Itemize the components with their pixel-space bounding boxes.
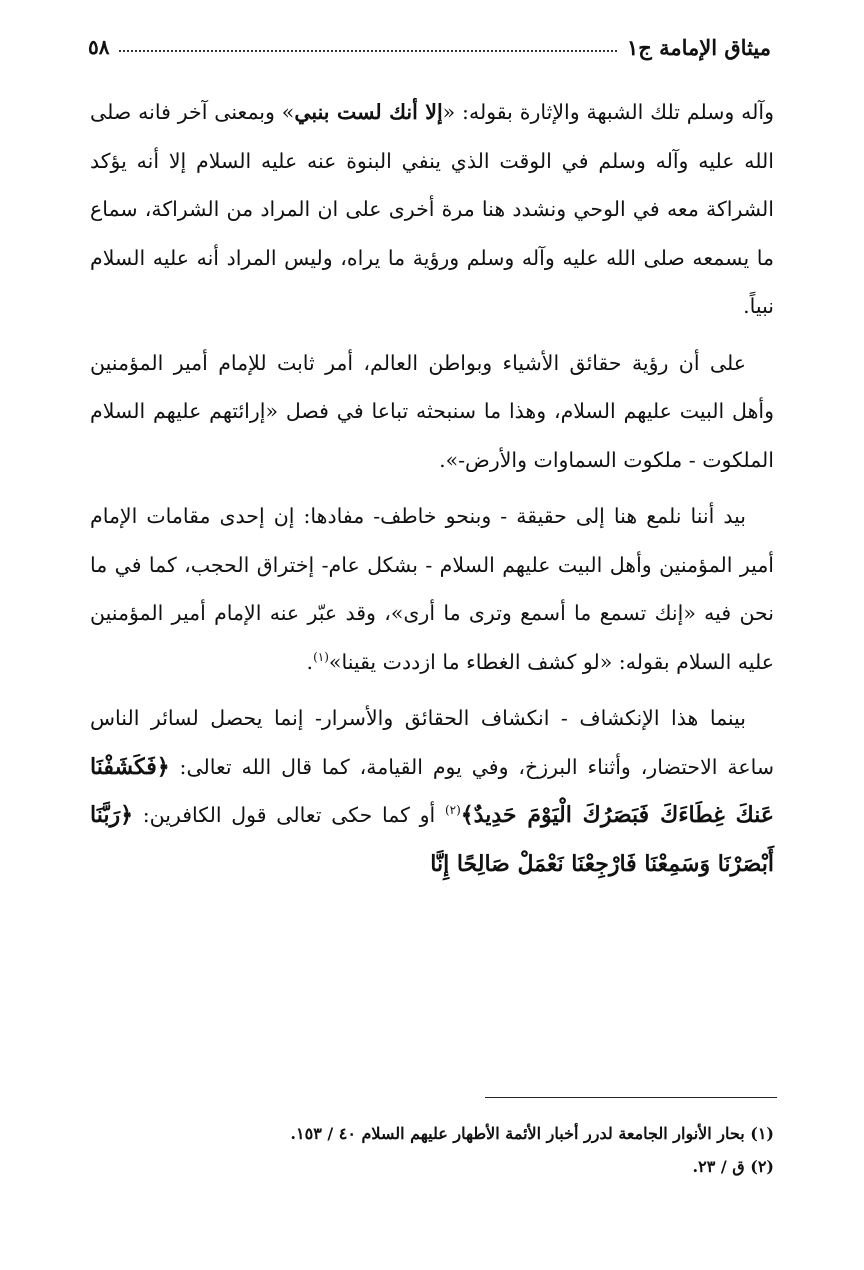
p1-text-end: » وبمعنى آخر فانه صلى الله عليه وآله وسلم في الوقت الذي ينفي البنوة عنه عليه السلام إلا أنه يؤكد الشراكة معه في الوحي ونشدد هنا مرة أخرى على ان المراد من الشراكة، سماع ما يسمعه صلى الله عليه وآله وسلم ورؤية ما يراه، وليس المراد أنه عليه السلام نبياً.: [90, 100, 774, 318]
p2-text: على أن رؤية حقائق الأشياء وبواطن العالم، أمر ثابت للإمام أمير المؤمنين وأهل البيت عليهم السلام، وهذا ما سنبحثه تباعا في فصل «إرائتهم عليهم السلام الملكوت - ملكوت السماوات والأرض-».: [90, 350, 774, 472]
footnote-1: (١) بحار الأنوار الجامعة لدرر أخبار الأئمة الأطهار عليهم السلام ٤٠ / ١٥٣.: [290, 1124, 774, 1143]
header-dotted-leader: [119, 50, 616, 52]
p4-text-mid: أو كما حكى تعالى قول الكافرين:: [132, 803, 445, 827]
main-text: [90, 88, 774, 896]
p1-bold-quote: إلا أنك لست بنبي: [294, 100, 443, 124]
footnote-ref-2[interactable]: (٢): [444, 803, 461, 818]
quran-verse-1: ﴿فَكَشَفْنَا عَنكَ غِطَاءَكَ فَبَصَرُكَ الْيَوْمَ حَدِيدٌ﴾: [90, 753, 774, 828]
footnotes: [90, 1117, 774, 1183]
paragraph-3: [90, 492, 774, 686]
footnote-2: (٢) ق / ٢٣.: [692, 1157, 774, 1176]
footnote-ref-1[interactable]: (١): [313, 649, 329, 664]
paragraph-4: [90, 694, 774, 888]
running-title: ميثاق الإمامة ج١: [626, 34, 771, 60]
paragraph-1: [90, 88, 774, 331]
paragraph-2: [90, 339, 774, 485]
quran-verse-2: ﴿رَبَّنَا أَبْصَرْنَا وَسَمِعْنَا فَارْجِعْنَا نَعْمَلْ صَالِحًا إِنَّا: [90, 802, 774, 877]
p3-end: .: [306, 649, 314, 674]
page-header: [88, 30, 771, 64]
p1-text-start: وآله وسلم تلك الشبهة والإثارة بقوله: «: [442, 100, 775, 124]
page-number: ٥٨: [88, 35, 110, 59]
p4-text-start: بينما هذا الإنكشاف - انكشاف الحقائق والأسرار- إنما يحصل لسائر الناس ساعة الاحتضار، وأثناء البرزخ، وفي يوم القيامة، كما قال الله تعالى:: [90, 706, 774, 779]
p3-text: بيد أننا نلمع هنا إلى حقيقة - وبنحو خاطف- مفادها: إن إحدى مقامات الإمام أمير المؤمنين وأهل البيت عليهم السلام - بشكل عام- إختراق الحجب، كما في ما نحن فيه «إنك تسمع ما أسمع وترى ما أرى»، وقد عبّر عنه الإمام أمير المؤمنين عليه السلام بقوله: «لو كشف الغطاء ما ازددت يقينا»: [90, 504, 774, 674]
footnote-separator: [485, 1097, 777, 1098]
